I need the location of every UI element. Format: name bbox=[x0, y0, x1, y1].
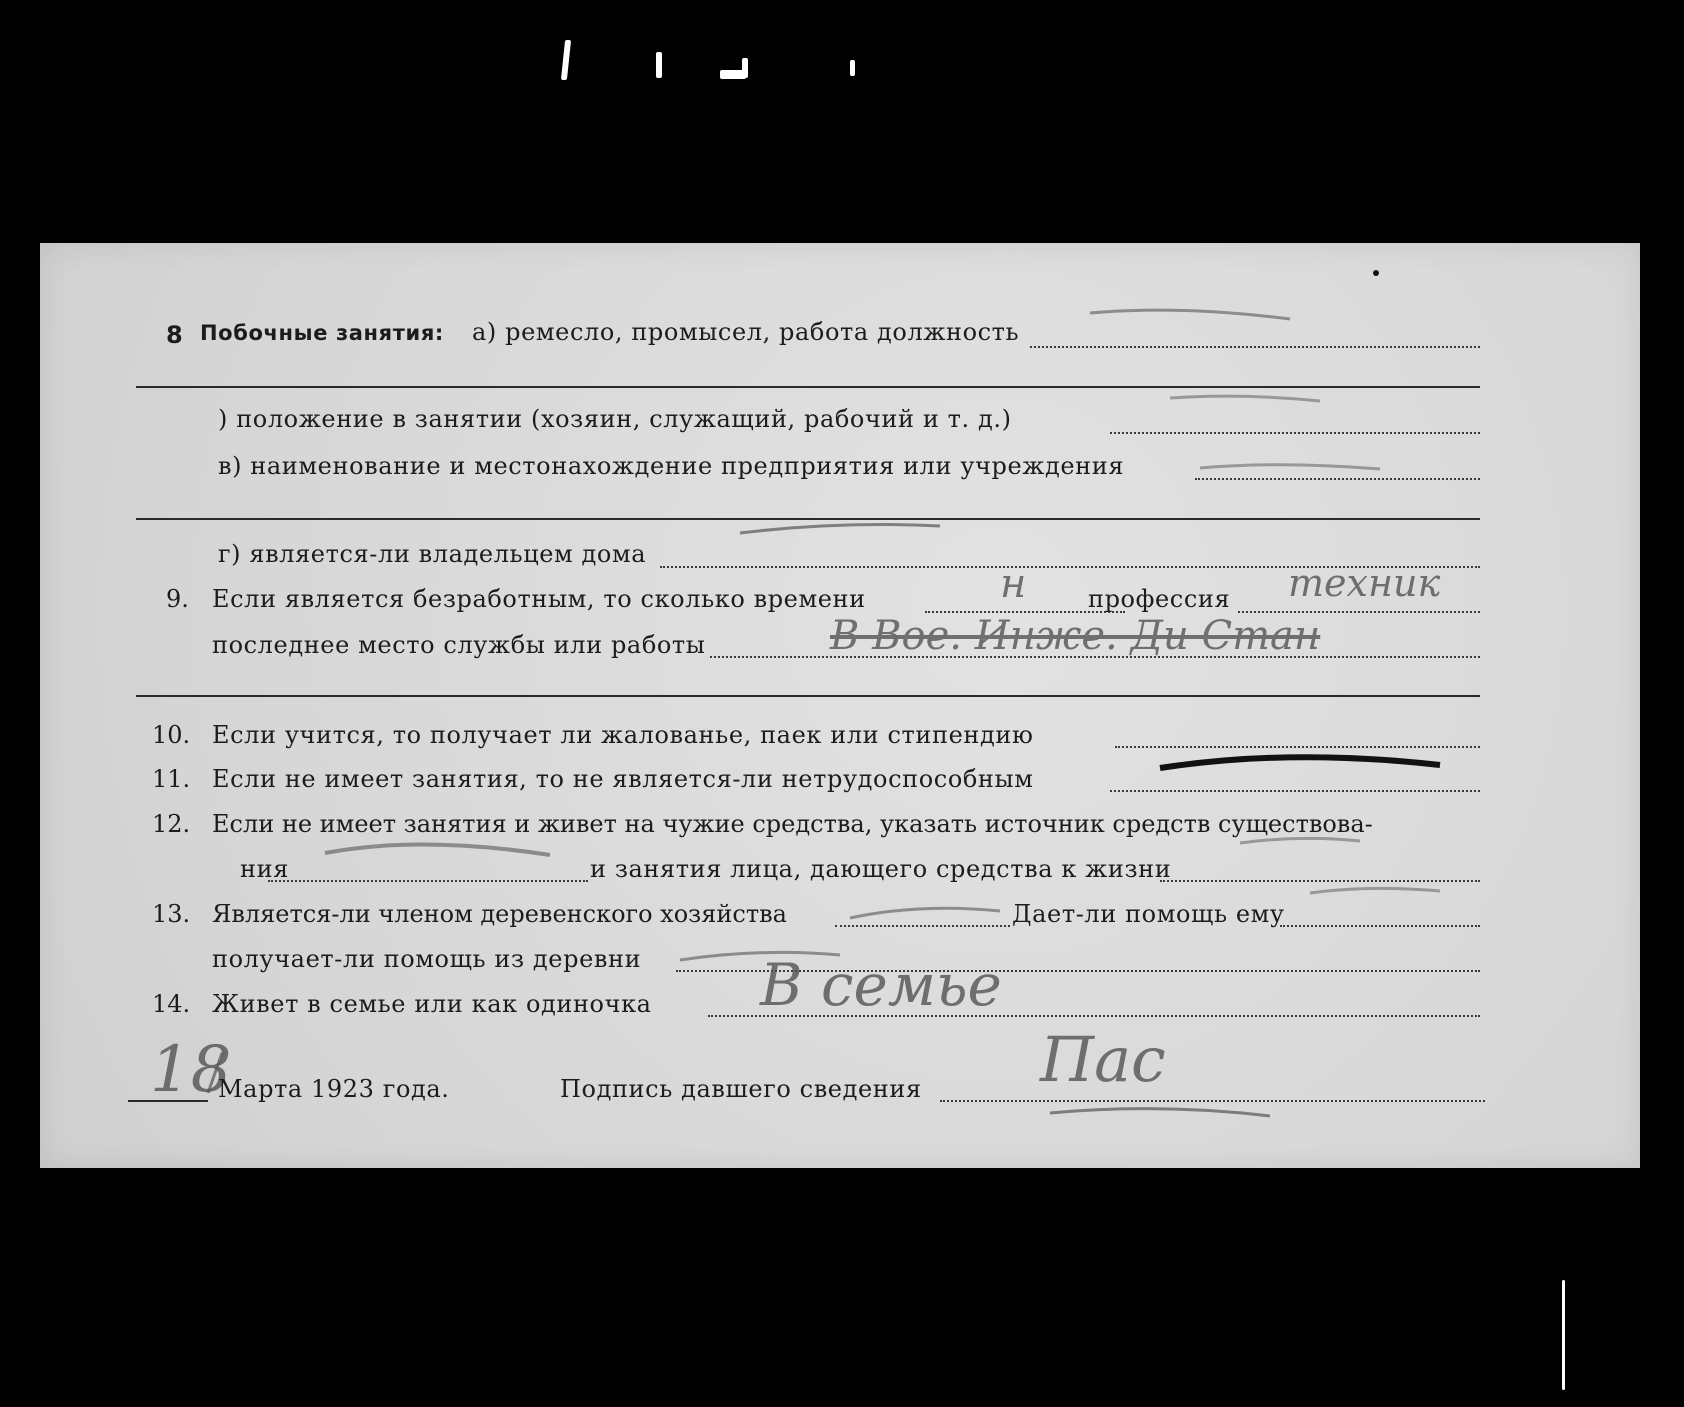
item-9-number: 9. bbox=[166, 585, 189, 613]
scan-mark bbox=[656, 52, 662, 78]
scan-mark bbox=[1562, 1280, 1565, 1390]
handwriting-day: 18 bbox=[150, 1033, 232, 1107]
pencil-strokes bbox=[40, 243, 1640, 1168]
item-13-number: 13. bbox=[152, 900, 191, 928]
scan-mark bbox=[742, 58, 748, 78]
dot-mark bbox=[1373, 270, 1379, 276]
item-10-number: 10. bbox=[152, 721, 191, 749]
item-11-number: 11. bbox=[152, 765, 191, 793]
handwritten-signature: Пас bbox=[1040, 1023, 1166, 1096]
item-12-number: 12. bbox=[152, 810, 191, 838]
footer-signature-label: Подпись давшего сведения bbox=[560, 1075, 922, 1103]
item-8-label: Побочные занятия: bbox=[200, 321, 444, 345]
item-14-number: 14. bbox=[152, 990, 191, 1018]
item-8g-text: г) является-ли владельцем дома bbox=[218, 540, 647, 568]
handwriting-time-unemployed: н bbox=[1000, 561, 1027, 607]
item-9-text: Если является безработным, то сколько времени bbox=[212, 585, 866, 613]
scan-mark bbox=[561, 40, 571, 80]
item-12-cont-b: и занятия лица, дающего средства к жизни bbox=[590, 855, 1172, 883]
item-8a-text: а) ремесло, промысел, работа должность bbox=[472, 318, 1020, 346]
item-12-cont-a: ния bbox=[240, 855, 289, 883]
item-13-text: Является-ли членом деревенского хозяйства bbox=[212, 900, 787, 928]
item-8v-text: в) наименование и местонахождение предприятия или учреждения bbox=[218, 452, 1125, 480]
item-8-number: 8 bbox=[166, 321, 183, 349]
item-9-profession-label: профессия bbox=[1088, 585, 1231, 613]
item-10-text: Если учится, то получает ли жалованье, паек или стипендию bbox=[212, 721, 1034, 749]
item-11-text: Если не имеет занятия, то не является-ли нетрудоспособным bbox=[212, 765, 1034, 793]
handwriting-profession: техник bbox=[1288, 561, 1441, 605]
item-13-help-received: получает-ли помощь из деревни bbox=[212, 945, 642, 973]
item-9-last-place-label: последнее место службы или работы bbox=[212, 631, 706, 659]
item-13-help-given: Дает-ли помощь ему bbox=[1012, 900, 1285, 928]
item-8b-text: ) положение в занятии (хозяин, служащий, рабочий и т. д.) bbox=[218, 405, 1012, 433]
item-12-text: Если не имеет занятия и живет на чужие средства, указать источник средств существова- bbox=[212, 810, 1373, 838]
census-form-card bbox=[40, 243, 1640, 1168]
item-14-text: Живет в семье или как одиночка bbox=[212, 990, 652, 1018]
handwriting-last-place: В Вое. Инже. Ди Стан bbox=[830, 613, 1321, 659]
footer-month-year: Марта 1923 года. bbox=[218, 1075, 450, 1103]
handwriting-family: В семье bbox=[760, 951, 1002, 1019]
scan-mark bbox=[850, 60, 855, 76]
